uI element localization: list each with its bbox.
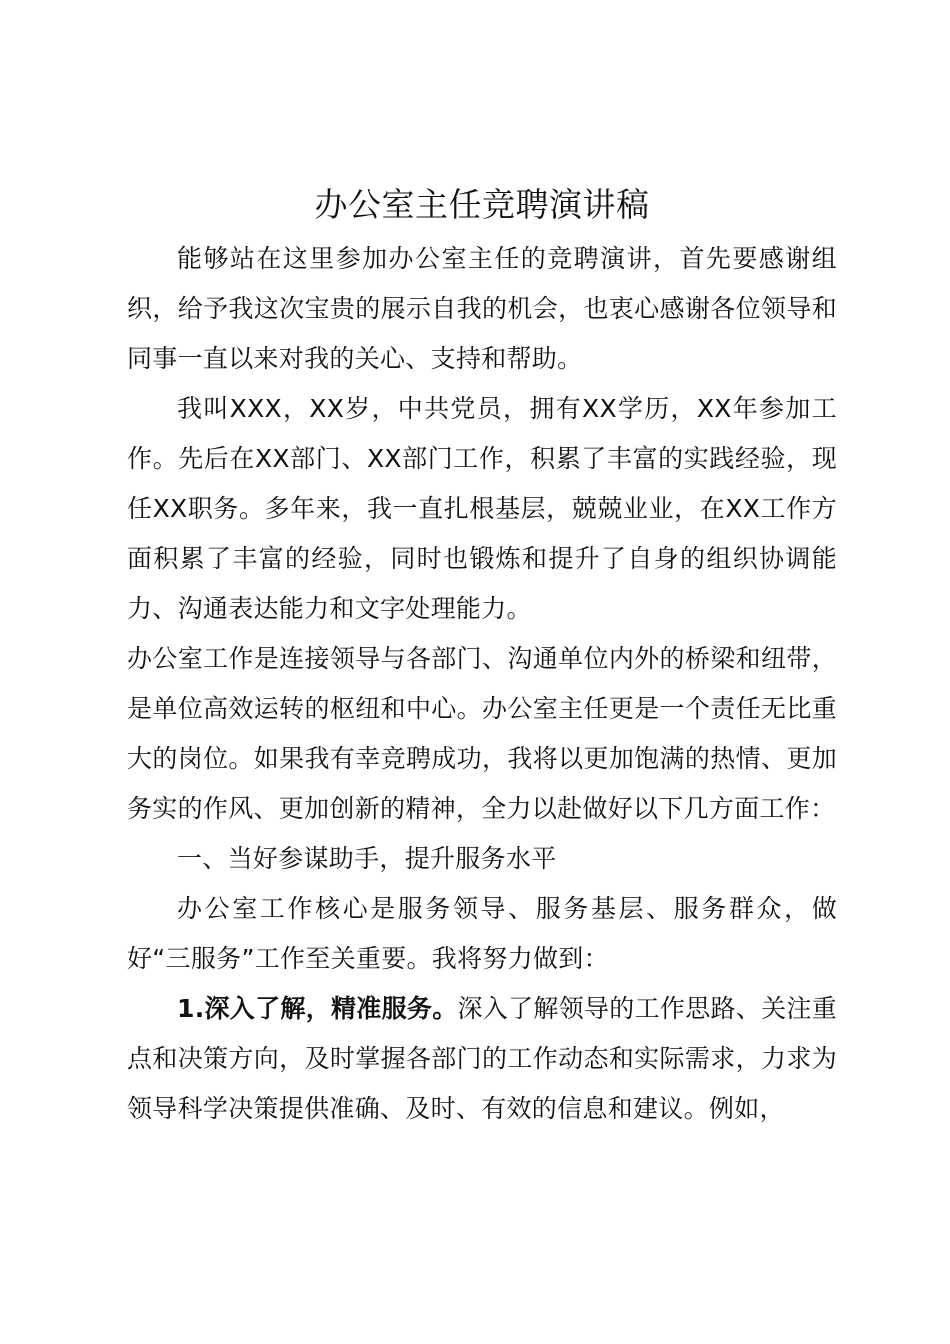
paragraph-self-introduction: 我叫XXX，XX岁，中共党员，拥有XX学历，XX年参加工作。先后在XX部门、XX部门工作，积累了丰富的实践经验，现任XX职务。多年来，我一直扎根基层，兢兢业业，在XX工作方面积累了丰富的经验，同时也锻炼和提升了自身的组织协调能力、沟通表达能力和文字处理能力。 [127,394,837,623]
paragraph-point-1 [127,984,837,1134]
document-page [127,180,837,1134]
section-heading-1: 一、当好参谋助手，提升服务水平 [177,844,557,873]
paragraph-opening: 能够站在这里参加办公室主任的竞聘演讲，首先要感谢组织，给予我这次宝贵的展示自我的机会，也衷心感谢各位领导和同事一直以来对我的关心、支持和帮助。 [127,244,837,373]
document-title: 办公室主任竞聘演讲稿 [314,185,650,224]
point-1-lead: 1.深入了解，精准服务。 [177,994,458,1023]
point-1-text: 深入了解领导的工作思路、关注重点和决策方向，及时掌握各部门的工作动态和实际需求，力求为领导科学决策提供准确、及时、有效的信息和建议。例如， [127,994,838,1123]
paragraph-office-role: 办公室工作是连接领导与各部门、沟通单位内外的桥梁和纽带，是单位高效运转的枢纽和中心。办公室主任更是一个责任无比重大的岗位。如果我有幸竞聘成功，我将以更加饱满的热情、更加务实的作风、更加创新的精神，全力以赴做好以下几方面工作： [127,644,837,823]
paragraph-section-intro: 办公室工作核心是服务领导、服务基层、服务群众，做好“三服务”工作至关重要。我将努力做到： [127,894,837,973]
